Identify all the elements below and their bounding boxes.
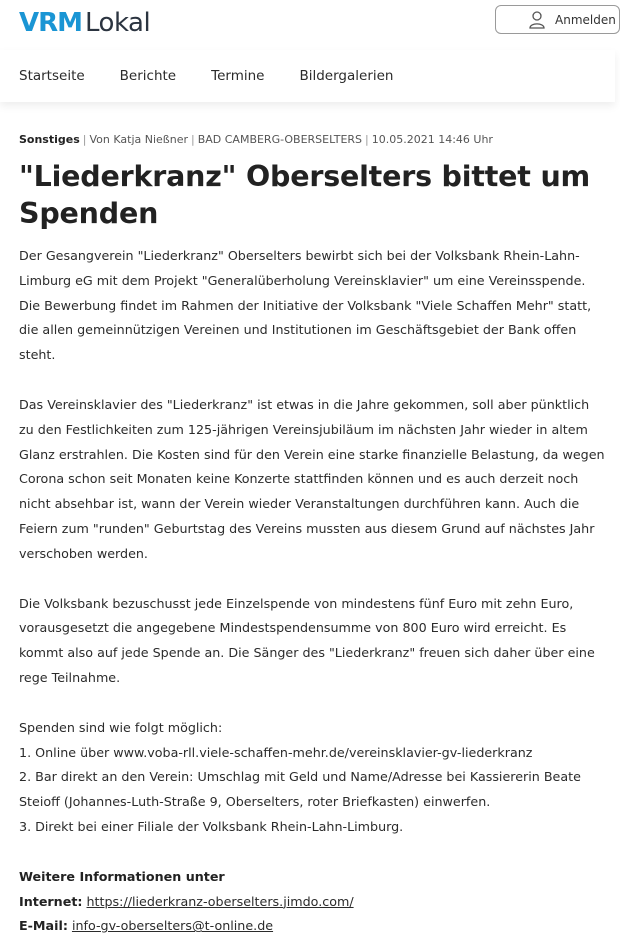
article-paragraph-1: Der Gesangverein "Liederkranz" Oberselters bewirbt sich bei der Volksbank Rhein-Lahn-Limburg eG mit dem Projekt "Generalüberholung Vereinsklavier" um eine Vereinsspende. Die Bewerbung findet im Rahmen der Initiative der Volksbank "Viele Schaffen Mehr" statt, die allen gemeinnützigen Vereinen und Institutionen im Geschäftsgebiet der Bank offen steht.: [19, 248, 592, 363]
donation-option-3: 3. Direkt bei einer Filiale der Volksbank Rhein-Lahn-Limburg.: [19, 818, 404, 834]
nav-item-startseite[interactable]: Startseite: [19, 68, 85, 84]
nav-item-berichte[interactable]: Berichte: [119, 68, 177, 84]
article-title: "Liederkranz" Oberselters bittet um Spenden: [19, 160, 591, 230]
top-bar: [0, 0, 615, 50]
internet-label: Internet:: [19, 893, 83, 909]
email-label: E-Mail:: [19, 918, 68, 934]
site-logo[interactable]: [19, 8, 150, 38]
email-link[interactable]: info-gv-oberselters@t-online.de: [71, 918, 274, 934]
user-icon: [529, 11, 545, 29]
info-section: [19, 865, 605, 939]
article-paragraph-2: Das Vereinsklavier des "Liederkranz" ist etwas in die Jahre gekommen, soll aber pünktlich zu den Festlichkeiten zum 125-jährigen Vereinsjubiläum im nächsten Jahr wieder in altem Glanz erstrahlen. Die Kosten sind für den Verein eine starke finanzielle Belastung, da wegen Corona schon seit Monaten keine Konzerte stattfinden können und es auch derzeit noch nicht absehbar ist, wann der Verein wieder Veranstaltungen durchführen kann. Auch die Feiern zum "runden" Geburtstag des Vereins mussten aus diesem Grund auf nächstes Jahr verschoben werden.: [19, 396, 605, 561]
article-location: BAD CAMBERG-OBERSELTERS: [197, 133, 363, 146]
article-category[interactable]: Sonstiges: [19, 133, 80, 146]
donation-option-2: 2. Bar direkt an den Verein: Umschlag mit Geld und Name/Adresse bei Kassiererin Beate Steioff (Johannes-Luth-Straße 9, Oberselters, roter Briefkasten) einwerfen.: [19, 769, 581, 810]
article-meta: Sonstiges | Von Katja Nießner | BAD CAMBERG-OBERSELTERS | 10.05.2021 14:46 Uhr: [19, 133, 493, 146]
internet-link[interactable]: https://liederkranz-oberselters.jimdo.com/: [86, 893, 354, 909]
login-button[interactable]: [495, 5, 620, 34]
nav-item-bildergalerien[interactable]: Bildergalerien: [299, 68, 394, 84]
donation-option-1: 1. Online über www.voba-rll.viele-schaffen-mehr.de/vereinsklavier-gv-liederkranz: [19, 744, 533, 760]
article-body: [19, 244, 605, 939]
article-author: Von Katja Nießner: [89, 133, 188, 146]
info-heading: Weitere Informationen unter: [19, 868, 225, 884]
article-paragraph-3: Die Volksbank bezuschusst jede Einzelspende von mindestens fünf Euro mit zehn Euro, vorausgesetzt die angegebene Mindestspendensumme von 800 Euro wird erreicht. Es kommt also auf jede Spende an. Die Sänger des "Liederkranz" freuen sich daher über eine rege Teilnahme.: [19, 595, 595, 685]
login-label: Anmelden: [555, 12, 616, 27]
article-date: 10.05.2021 14:46 Uhr: [371, 133, 493, 146]
donation-intro: Spenden sind wie folgt möglich:: [19, 719, 223, 735]
main-nav: [0, 50, 615, 102]
nav-item-termine[interactable]: Termine: [211, 68, 265, 84]
logo-lokal-text: Lokal: [85, 8, 151, 38]
logo-vrm-text: VRM: [19, 8, 83, 38]
donation-section: [19, 716, 605, 840]
article: [19, 130, 605, 939]
